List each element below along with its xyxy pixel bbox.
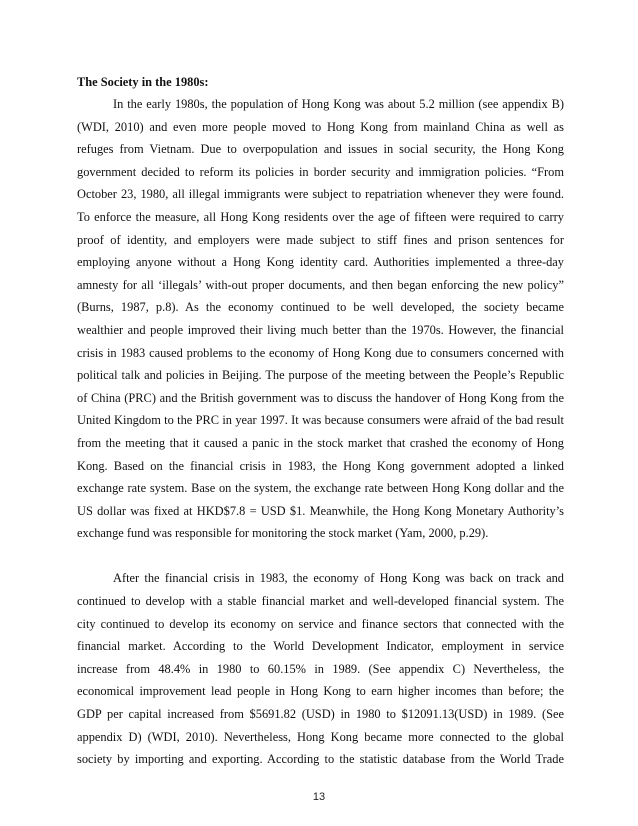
paragraph-spacer [77, 545, 564, 568]
text-line: In the early 1980s, the population of Hong Kong was about 5.2 million (see appendix B) [113, 97, 564, 111]
text-line: of China (PRC) and the British government was to discuss the handover of Hong Kong from the [77, 390, 564, 405]
text-line: increase from 48.4% in 1980 to 60.15% in 1989. (See appendix C) Nevertheless, the [77, 661, 564, 676]
text-line: city continued to develop its economy on service and finance sectors that connected with the [77, 616, 564, 631]
text-line: political talk and policies in Beijing. The purpose of the meeting between the People’s Republic [77, 368, 564, 383]
page-number: 13 [312, 791, 326, 803]
text-line: amnesty for all ‘illegals’ with-out proper documents, and then began enforcing the new policy” [77, 277, 564, 292]
text-line: appendix D) (WDI, 2010). Nevertheless, Hong Kong became more connected to the global [77, 729, 564, 744]
text-line: employing anyone without a Hong Kong identity card. Authorities implemented a three-day [77, 255, 564, 270]
section-heading: The Society in the 1980s: [77, 75, 209, 89]
text-line: from the meeting that it caused a panic in the stock market that crashed the economy of Hong [77, 435, 564, 450]
text-line: October 23, 1980, all illegal immigrants were subject to repatriation whenever they were found. [77, 187, 564, 202]
text-line: economical improvement lead people in Hong Kong to earn higher incomes than before; the [77, 684, 564, 699]
text-line: GDP per capital increased from $5691.82 (USD) in 1980 to $12091.13(USD) in 1989. (See [77, 707, 564, 722]
text-line: exchange fund was responsible for monitoring the stock market (Yam, 2000, p.29). [77, 526, 489, 541]
text-line: Kong. Based on the financial crisis in 1983, the Hong Kong government adopted a linked [77, 458, 564, 473]
text-line: After the financial crisis in 1983, the economy of Hong Kong was back on track and [113, 571, 564, 586]
text-line: To enforce the measure, all Hong Kong residents over the age of fifteen were required to carry [77, 209, 564, 224]
document-body [77, 71, 564, 771]
text-line: crisis in 1983 caused problems to the economy of Hong Kong due to consumers concerned with [77, 345, 564, 360]
text-line: United Kingdom to the PRC in year 1997. It was because consumers were afraid of the bad result [77, 413, 564, 428]
text-line: government decided to reform its policies in border security and immigration policies. “From [77, 164, 564, 179]
paragraph-1 [77, 93, 564, 545]
text-line: (WDI, 2010) and even more people moved to Hong Kong from mainland China as well as [77, 119, 564, 134]
text-line: continued to develop with a stable financial market and well-developed financial system. The [77, 594, 564, 609]
text-line: proof of identity, and employers were made subject to stiff fines and prison sentences for [77, 232, 564, 247]
paragraph-2 [77, 567, 564, 770]
text-line: financial market. According to the World Development Indicator, employment in service [77, 639, 564, 654]
text-line: exchange rate system. Base on the system, the exchange rate between Hong Kong dollar and the [77, 481, 564, 496]
text-line: US dollar was fixed at HKD$7.8 = USD $1. Meanwhile, the Hong Kong Monetary Authority’s [77, 503, 564, 518]
text-line: society by importing and exporting. According to the statistic database from the World Trade [77, 752, 564, 767]
text-line: (Burns, 1987, p.8). As the economy continued to be well developed, the society became [77, 300, 564, 315]
text-line: wealthier and people improved their living much better than the 1970s. However, the financial [77, 322, 564, 337]
text-line: refuges from Vietnam. Due to overpopulation and issues in social security, the Hong Kong [77, 142, 564, 157]
